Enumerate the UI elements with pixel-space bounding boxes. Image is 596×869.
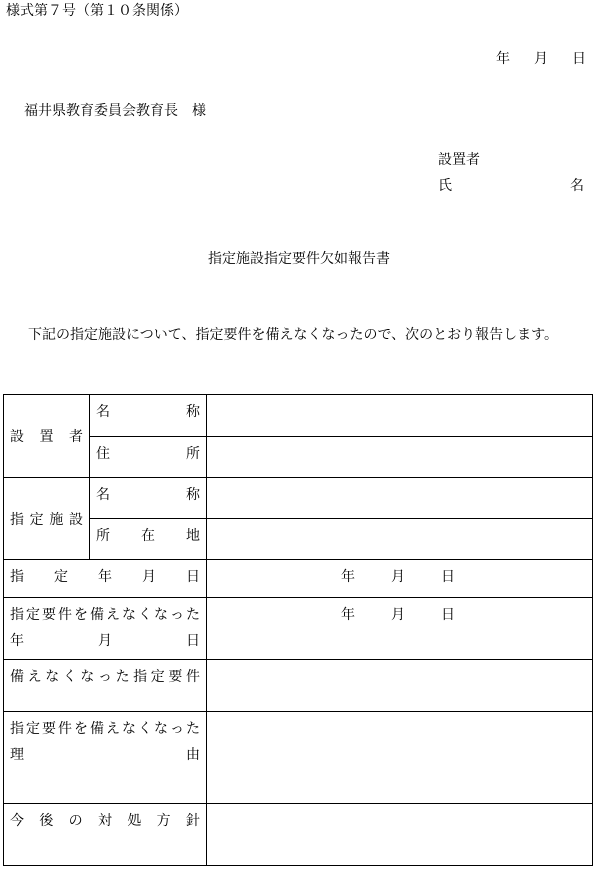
date-line <box>496 48 586 68</box>
designation-date-field[interactable] <box>207 560 593 598</box>
setter-label-cell <box>4 395 90 478</box>
policy-label-cell <box>4 804 207 866</box>
lost-date-day: 日 <box>441 607 455 623</box>
lost-requirement-label-cell <box>4 660 207 712</box>
facility-name-label-cell <box>90 478 207 519</box>
facility-label-char: 指 <box>10 511 24 528</box>
setter-address-label-char: 所 <box>186 446 200 462</box>
facility-label-char: 設 <box>68 511 83 528</box>
lost-requirement-label-char: っ <box>97 669 112 685</box>
lost-date-year: 年 <box>341 607 355 623</box>
lost-date-label-char: な <box>154 607 168 623</box>
reason-label-char: な <box>154 721 168 737</box>
policy-label-char: 後 <box>39 813 54 829</box>
lost-requirement-label-char: く <box>62 669 77 685</box>
designation-date-label-cell <box>4 560 207 598</box>
setter-address-label-cell <box>90 437 207 478</box>
reason-label-char: 由 <box>186 747 200 763</box>
designation-date-label-char: 年 <box>98 569 112 585</box>
facility-location-label-char: 所 <box>96 528 110 544</box>
reason-label-char: 指 <box>10 721 24 737</box>
facility-location-label-char: 地 <box>186 528 200 544</box>
reason-label-char: た <box>186 721 200 737</box>
reason-label-char: 要 <box>42 721 56 737</box>
setter-name-label-char: 称 <box>186 404 200 420</box>
reason-label-char: く <box>138 721 152 737</box>
facility-name-field[interactable] <box>207 478 593 519</box>
lost-date-label-char: な <box>122 607 136 623</box>
facility-label-cell <box>4 478 90 560</box>
date-year: 年 <box>496 51 510 67</box>
sender-name-line <box>438 175 584 195</box>
lost-date-label-char: た <box>186 607 200 623</box>
lost-date-field[interactable] <box>207 598 593 660</box>
doc-title: 指定施設指定要件欠如報告書 <box>208 251 390 267</box>
designation-date-label-char: 指 <box>10 569 24 585</box>
setter-name-label-cell <box>90 395 207 437</box>
facility-location-label-char: 在 <box>141 528 155 544</box>
lost-requirement-label-char: た <box>115 669 130 685</box>
reason-label-cell <box>4 712 207 804</box>
setter-label-char: 置 <box>39 429 54 445</box>
lost-requirement-label-char: 指 <box>133 669 148 685</box>
facility-location-field[interactable] <box>207 519 593 560</box>
lost-date-label-char: く <box>138 607 152 623</box>
lost-date-label-cell <box>4 598 207 660</box>
sender-name-label-left: 氏 <box>438 178 452 194</box>
lost-date-month: 月 <box>391 607 405 623</box>
reason-field[interactable] <box>207 712 593 804</box>
report-table <box>3 394 593 866</box>
policy-label-char: の <box>68 813 83 829</box>
setter-label-char: 設 <box>10 429 24 445</box>
lost-requirement-label-char: な <box>45 669 60 685</box>
reason-label-char: を <box>74 721 88 737</box>
lost-requirement-label-char: 備 <box>10 669 24 685</box>
policy-label-char: 対 <box>97 813 112 829</box>
lost-requirement-label-char: 要 <box>168 669 183 685</box>
designation-date-day: 日 <box>441 569 455 585</box>
reason-label-char: 件 <box>58 721 72 737</box>
lost-requirement-label-char: え <box>27 669 42 685</box>
setter-name-label-char: 名 <box>96 404 110 420</box>
lost-date-label-char: 年 <box>10 633 24 649</box>
setter-name-field[interactable] <box>207 395 593 437</box>
reason-label-char: 備 <box>90 721 104 737</box>
setter-address-label-char: 住 <box>96 446 110 462</box>
lost-date-label-char: を <box>74 607 88 623</box>
lost-requirement-label-char: 件 <box>185 669 200 685</box>
lost-requirement-field[interactable] <box>207 660 593 712</box>
lost-date-label-char: 定 <box>26 607 40 623</box>
sender-name-label-right: 名 <box>570 178 584 194</box>
addressee: 福井県教育委員会教育長 様 <box>24 103 206 119</box>
designation-date-label-char: 定 <box>54 569 68 585</box>
facility-label-char: 施 <box>49 511 64 528</box>
form-number: 様式第７号（第１０条関係） <box>6 3 188 19</box>
lost-date-label-char: 要 <box>42 607 56 623</box>
facility-location-label-cell <box>90 519 207 560</box>
facility-label-char: 定 <box>29 511 44 528</box>
lost-date-label-char: 指 <box>10 607 24 623</box>
lost-date-label-char: 件 <box>58 607 72 623</box>
facility-name-label-char: 称 <box>186 487 200 503</box>
date-month: 月 <box>534 51 548 67</box>
policy-label-char: 今 <box>10 813 24 829</box>
designation-date-year: 年 <box>341 569 355 585</box>
reason-label-char: 理 <box>10 747 24 763</box>
designation-date-label-char: 月 <box>142 569 156 585</box>
policy-label-char: 針 <box>185 813 200 829</box>
setter-label-char: 者 <box>69 429 83 445</box>
designation-date-label-char: 日 <box>186 569 200 585</box>
reason-label-char: え <box>106 721 120 737</box>
lost-date-label-char: 月 <box>98 633 112 649</box>
intro-text: 下記の指定施設について、指定要件を備えなくなったので、次のとおり報告します。 <box>28 327 559 343</box>
policy-label-char: 方 <box>156 813 171 829</box>
lost-date-label-char: 備 <box>90 607 104 623</box>
reason-label-char: 定 <box>26 721 40 737</box>
lost-date-label-char: っ <box>170 607 184 623</box>
policy-label-char: 処 <box>127 813 142 829</box>
setter-address-field[interactable] <box>207 437 593 478</box>
lost-requirement-label-char: 定 <box>150 669 165 685</box>
lost-date-label-char: え <box>106 607 120 623</box>
reason-label-char: な <box>122 721 136 737</box>
lost-date-label-char: 日 <box>186 633 200 649</box>
policy-field[interactable] <box>207 804 593 866</box>
date-day: 日 <box>572 51 586 67</box>
sender-title: 設置者 <box>438 152 480 168</box>
designation-date-month: 月 <box>391 569 405 585</box>
lost-requirement-label-char: な <box>80 669 95 685</box>
facility-name-label-char: 名 <box>96 487 110 503</box>
reason-label-char: っ <box>170 721 184 737</box>
